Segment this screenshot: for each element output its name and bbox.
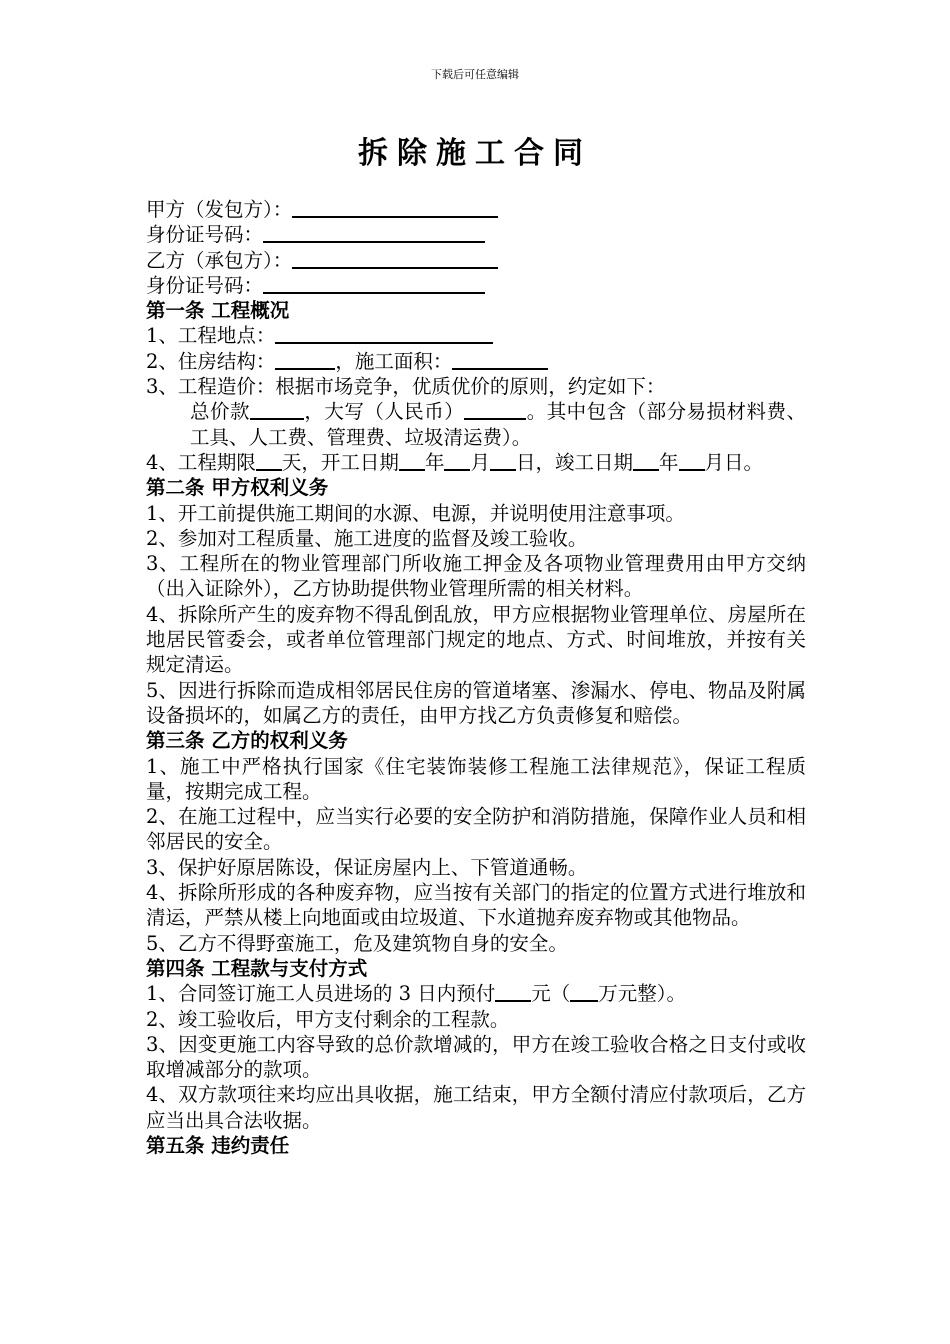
term-days-blank[interactable]: [256, 450, 282, 471]
start-day-blank[interactable]: [490, 450, 516, 471]
advance-wan-blank[interactable]: [570, 981, 598, 1002]
start-date-label: 天，开工日期: [281, 450, 399, 474]
yuan-label: 元（: [531, 982, 571, 1006]
article-3-heading: 第三条 乙方的权利义务: [146, 729, 348, 753]
end-date-label: 日，竣工日期: [515, 450, 633, 474]
article-4-item: 3、因变更施工内容导致的总价款增减的，甲方在竣工验收合格之日支付或收取增减部分的款项。: [146, 1032, 806, 1082]
advance-amount-blank[interactable]: [495, 981, 531, 1002]
id-a-blank[interactable]: [263, 222, 485, 243]
id-b-label: 身份证号码：: [146, 273, 264, 297]
id-a-label: 身份证号码：: [146, 223, 264, 247]
start-year-label: 年: [424, 450, 445, 474]
article-1-item-4: [146, 450, 806, 475]
end-month-day-label: 月日。: [704, 450, 764, 474]
end-year-label: 年: [658, 450, 679, 474]
advance-payment-label: 1、合同签订施工人员进场的 3 日内预付: [146, 982, 496, 1006]
party-b-label: 乙方（承包方）：: [146, 248, 293, 272]
structure-blank[interactable]: [275, 349, 335, 370]
document-title: 拆除施工合同: [358, 136, 592, 171]
article-3-item: 4、拆除所形成的各种废弃物，应当按有关部门的指定的位置方式进行堆放和清运，严禁从楼上向地面或由垃圾道、下水道抛弃废弃物或其他物品。: [146, 881, 806, 930]
article-2-item: 2、参加对工程质量、施工进度的监督及竣工验收。: [146, 526, 588, 550]
project-location-blank[interactable]: [275, 323, 493, 344]
article-3-item: 2、在施工过程中，应当实行必要的安全防护和消防措施，保障作业人员和相邻居民的安全。: [146, 805, 806, 854]
article-4-heading: 第四条 工程款与支付方式: [146, 956, 368, 980]
contract-body: [146, 197, 806, 1158]
start-month-label: 月: [470, 450, 490, 474]
price-includes-text: 。其中包含（部分易损材料费、工具、人工费、管理费、垃圾清运费）。: [190, 400, 806, 449]
party-a-blank[interactable]: [292, 197, 498, 218]
article-5-heading: 第五条 违约责任: [146, 1133, 290, 1157]
article-2-item: 4、拆除所产生的废弃物不得乱倒乱放，甲方应根据物业管理单位、房屋所在地居民管委会，或者单位管理部门规定的地点、方式、时间堆放，并按有关规定清运。: [146, 602, 806, 677]
id-a-line: [146, 222, 806, 247]
amount-words-blank[interactable]: [464, 399, 526, 420]
article-4-item: 4、双方款项往来均应出具收据，施工结束，甲方全额付清应付款项后，乙方应当出具合法收据。: [146, 1083, 806, 1132]
article-3-item: 3、保护好原居陈设，保证房屋内上、下管道通畅。: [146, 855, 588, 879]
end-year-blank[interactable]: [633, 450, 659, 471]
party-b-blank[interactable]: [292, 248, 498, 269]
article-1-item-3: 3、工程造价：根据市场竞争，优质优价的原则，约定如下：: [146, 375, 666, 399]
area-blank[interactable]: [452, 349, 548, 370]
start-month-blank[interactable]: [444, 450, 470, 471]
header-note: 下载后可任意编辑: [431, 68, 519, 81]
project-location-label: 1、工程地点：: [146, 324, 276, 348]
article-4-item: 2、竣工验收后，甲方支付剩余的工程款。: [146, 1007, 510, 1031]
article-2-item: 3、工程所在的物业管理部门所收施工押金及各项物业管理费用由甲方交纳（出入证除外），乙方协助提供物业管理所需的相关材料。: [146, 552, 806, 601]
structure-label: 2、住房结构：: [146, 349, 276, 373]
area-label: ，施工面积：: [335, 349, 453, 373]
article-2-item: 1、开工前提供施工期间的水源、电源，并说明使用注意事项。: [146, 501, 685, 525]
article-4-item-1: [146, 981, 806, 1006]
article-3-item: 5、乙方不得野蛮施工，危及建筑物自身的安全。: [146, 931, 568, 955]
total-price-label: 总价款: [190, 400, 250, 424]
article-1-item-2: [146, 349, 806, 374]
start-year-blank[interactable]: [399, 450, 425, 471]
term-label: 4、工程期限: [146, 450, 256, 474]
total-price-blank[interactable]: [250, 399, 304, 420]
party-a-label: 甲方（发包方）：: [146, 198, 293, 221]
wan-label: 万元整）。: [598, 982, 686, 1006]
end-month-blank[interactable]: [679, 450, 705, 471]
article-3-item: 1、施工中严格执行国家《住宅装饰装修工程施工法律规范》，保证工程质量，按期完成工程。: [146, 754, 806, 803]
id-b-blank[interactable]: [263, 273, 485, 294]
id-b-line: [146, 273, 806, 298]
article-1-item-3-price: [146, 399, 806, 450]
article-2-heading: 第二条 甲方权利义务: [146, 476, 329, 500]
article-1-heading: 第一条 工程概况: [146, 299, 290, 323]
party-b-line: [146, 248, 806, 273]
article-2-item: 5、因进行拆除而造成相邻居民住房的管道堵塞、渗漏水、停电、物品及附属设备损坏的，如属乙方的责任，由甲方找乙方负责修复和赔偿。: [146, 678, 806, 727]
article-1-item-1: [146, 323, 806, 348]
amount-words-label: ，大写（人民币）: [303, 400, 465, 424]
party-a-line: [146, 197, 806, 222]
